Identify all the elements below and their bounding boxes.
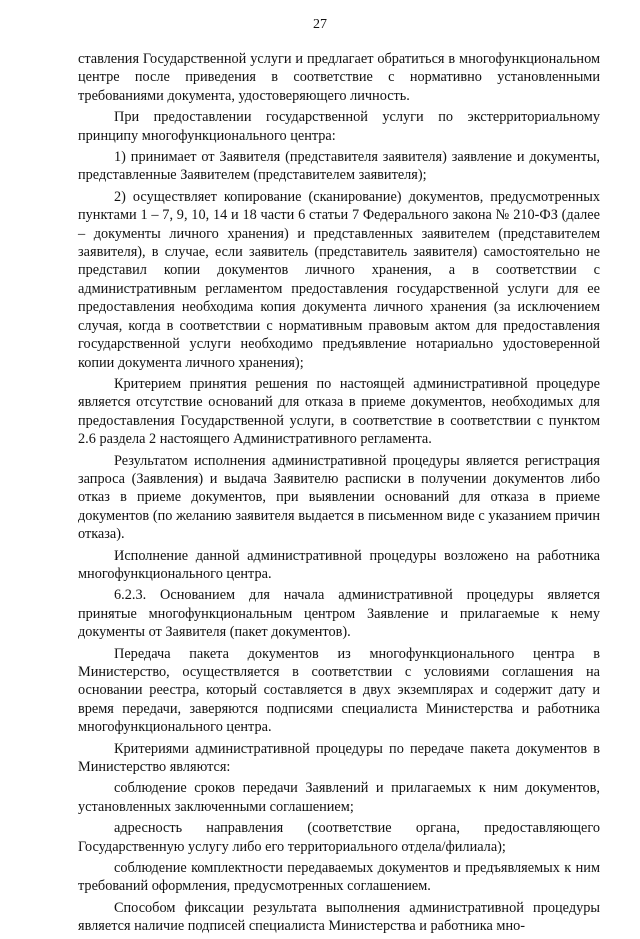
paragraph-criterion-deadlines: соблюдение сроков передачи Заявлений и прилагаемых к ним документов, установленных заключенными соглашением; xyxy=(78,780,600,815)
paragraph-6-2-3: 6.2.3. Основанием для начала административной процедуры является принятые многофункциональным центром Заявление и прилагаемые к нему документы от Заявителя (пакет документов). xyxy=(78,587,600,641)
document-body xyxy=(78,50,600,939)
paragraph-executor: Исполнение данной административной процедуры возложено на работника многофункционального центра. xyxy=(78,547,600,582)
paragraph-transfer-criteria: Критериями административной процедуры по передаче пакета документов в Министерство являются: xyxy=(78,740,600,776)
paragraph-fixation-method: Способом фиксации результата выполнения административной процедуры является наличие подписей специалиста Министерства и работника мно- xyxy=(78,899,600,935)
paragraph-criterion-addressing: адресность направления (соответствие органа, предоставляющего Государственную услугу либо его территориального отдела/филиала); xyxy=(78,820,600,855)
paragraph-decision-criterion: Критерием принятия решения по настоящей административной процедуре является отсутствие оснований для отказа в приеме документов, необходимых для предоставления Государственной услуги, в соответствие в соответствии с пунктом 2.6 раздела 2 настоящего Административного регламента. xyxy=(78,375,600,448)
paragraph-item-1: 1) принимает от Заявителя (представителя заявителя) заявление и документы, представленные Заявителем (представителем заявителя); xyxy=(78,149,600,184)
paragraph-continuation: ставления Государственной услуги и предлагает обратиться в многофункциональном центре после приведения в соответствие с нормативно установленными требованиями документа, удостоверяющего личность. xyxy=(78,51,600,104)
paragraph-package-transfer: Передача пакета документов из многофункционального центра в Министерство, осуществляется в соответствии с условиями соглашения на основании реестра, который составляется в двух экземплярах и содержит дату и время передачи, заверяются подписями специалиста Министерства и работника многофункционального центра. xyxy=(78,645,600,736)
paragraph-item-2: 2) осуществляет копирование (сканирование) документов, предусмотренных пунктами 1 – 7, 9, 10, 14 и 18 части 6 статьи 7 Федерального закона № 210-ФЗ (далее – документы личного хранения) и представленных заявителем (представителем заявителя), в случае, если заявитель (представитель заявителя) самостоятельно не представил копии документов личного хранения, а в соответствии с административным регламентом предоставления государственной услуги для ее предоставления необходима копия документа личного хранения (за исключением случая, когда в соответствии с нормативным правовым актом для предоставления государственной услуги необходимо предъявление нотариально удостоверенной копии документа личного хранения); xyxy=(78,188,600,371)
paragraph-criterion-completeness: соблюдение комплектности передаваемых документов и предъявляемых к ним требований оформления, предусмотренных соглашением. xyxy=(78,860,600,895)
paragraph-extraterritorial-intro: При предоставлении государственной услуги по экстерриториальному принципу многофункционального центра: xyxy=(78,109,600,144)
paragraph-result: Результатом исполнения административной процедуры является регистрация запроса (Заявления) и выдача Заявителю расписки в получении документов либо отказ в приеме документов, при выявлении оснований для отказа в приеме документов (по желанию заявителя выдается в письменном виде с указанием причин отказа). xyxy=(78,452,600,543)
page-number: 27 xyxy=(313,17,327,32)
